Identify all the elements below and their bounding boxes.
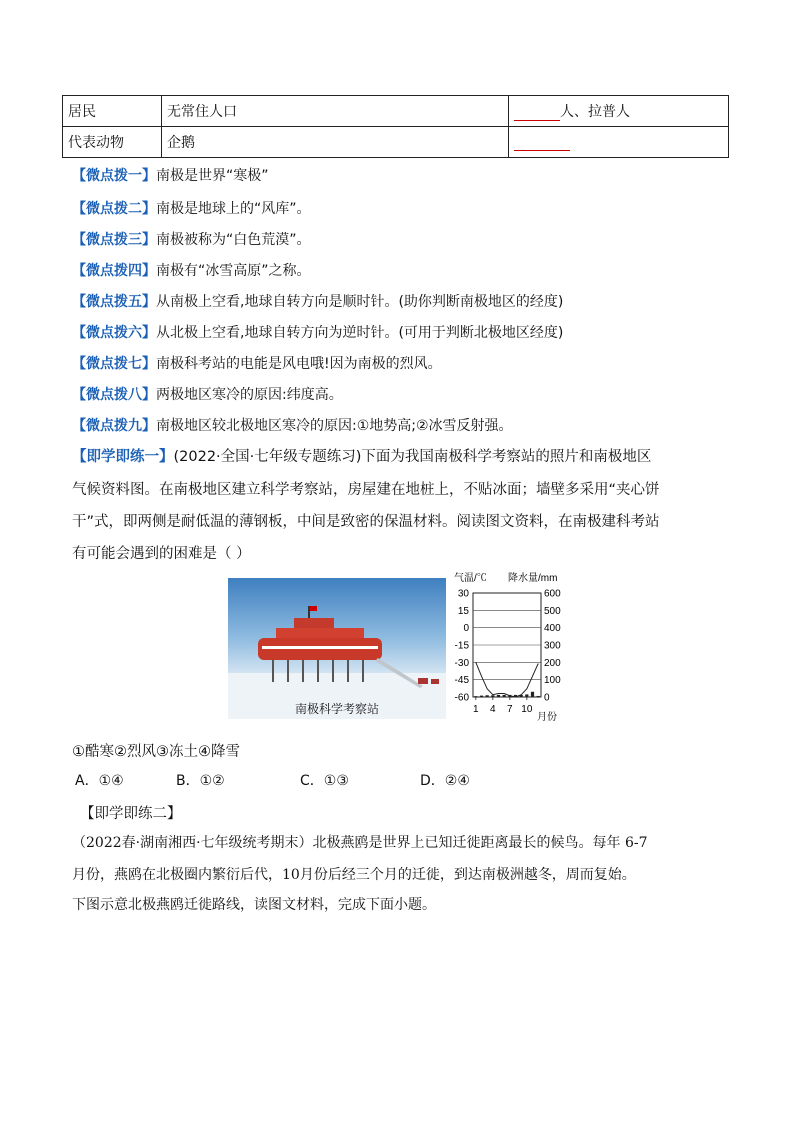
- question-text: 气候资料图。在南极地区建立科学考察站，房屋建在地桩上，不贴冰面；墙壁多采用“夹心饼: [72, 482, 660, 498]
- tip-tag: 【微点拨五】: [72, 294, 156, 310]
- precip-bar: [503, 695, 506, 697]
- table-row: [63, 96, 729, 127]
- y-left-tick-label: -45: [454, 675, 469, 687]
- tip-tag: 【微点拨四】: [72, 263, 156, 279]
- tip-1: [72, 165, 269, 185]
- practice2-tag: 【即学即练二】: [80, 806, 182, 822]
- tip-text: 南极地区较北极地区寒冷的原因:①地势高;②冰雪反射强。: [156, 418, 513, 434]
- precip-bar: [474, 696, 477, 697]
- precip-bar: [531, 692, 534, 697]
- climate-chart: [446, 568, 576, 726]
- y-right-tick-label: 200: [544, 657, 561, 669]
- tip-text: 南极被称为“白色荒漠”。: [156, 232, 311, 248]
- tip-text: 南极是地球上的“风库”。: [156, 201, 311, 217]
- table-cell: 企鹅: [162, 127, 509, 158]
- tip-text: 从南极上空看,地球自转方向是顺时针。(助你判断南极地区的经度): [156, 294, 564, 310]
- precip-bar: [480, 696, 483, 697]
- question-text: (2022·全国·七年级专题练习)下面为我国南极科学考察站的照片和南极地区: [173, 449, 652, 465]
- x-tick-label: 10: [521, 704, 533, 715]
- tip-8: [72, 384, 343, 404]
- y-right-tick-label: 100: [544, 675, 561, 687]
- research-station-photo: [228, 578, 446, 719]
- precip-bar: [537, 696, 540, 697]
- y-right-tick-label: 600: [544, 588, 561, 600]
- question-text: 有可能会遇到的困难是（ ）: [72, 546, 251, 562]
- option-d[interactable]: D．②④: [420, 773, 470, 789]
- tip-3: [72, 229, 311, 249]
- table-cell-text: 人、拉普人: [560, 104, 630, 120]
- answer-blank: [514, 134, 570, 151]
- x-tick-label: 4: [490, 704, 496, 715]
- y-right-label: 降水量/mm: [508, 573, 558, 584]
- tip-2: [72, 198, 311, 218]
- y-left-tick-label: 15: [457, 605, 469, 617]
- statements: ①酷寒②烈风③冻土④降雪: [72, 744, 240, 760]
- question-text: （2022春·湖南湘西·七年级统考期末）北极燕鸥是世界上已知迁徙距离最长的候鸟。每年 6-7: [72, 835, 648, 851]
- table-cell: 无常住人口: [162, 96, 509, 127]
- option-c[interactable]: C．①③: [300, 773, 349, 789]
- tip-text: 从北极上空看,地球自转方向为逆时针。(可用于判断北极地区经度): [156, 325, 564, 341]
- option-b[interactable]: B．①②: [176, 773, 225, 789]
- y-right-tick-label: 500: [544, 605, 561, 617]
- option-a[interactable]: A．①④: [75, 773, 124, 789]
- tip-text: 两极地区寒冷的原因:纬度高。: [156, 387, 343, 403]
- tip-tag: 【微点拨二】: [72, 201, 156, 217]
- table-cell: 代表动物: [63, 127, 162, 158]
- x-tick-label: 7: [507, 704, 513, 715]
- y-right-tick-label: 400: [544, 623, 561, 635]
- table-cell: [509, 96, 729, 127]
- tip-tag: 【微点拨七】: [72, 356, 156, 372]
- y-right-tick-label: 300: [544, 640, 561, 652]
- x-tick-label: 1: [473, 704, 479, 715]
- practice-tag: 【即学即练一】: [72, 449, 174, 465]
- tip-5: [72, 291, 563, 311]
- table-cell: 居民: [63, 96, 162, 127]
- practice1-line1: [72, 445, 651, 466]
- precip-bar: [497, 695, 500, 697]
- info-table: [62, 95, 729, 158]
- tip-4: [72, 260, 311, 280]
- x-label: 月份: [537, 712, 557, 723]
- tip-tag: 【微点拨三】: [72, 232, 156, 248]
- precip-bar: [525, 694, 528, 697]
- tip-tag: 【微点拨八】: [72, 387, 156, 403]
- y-right-tick-label: 0: [544, 692, 550, 704]
- answer-blank: [514, 104, 560, 121]
- y-left-tick-label: 30: [457, 588, 469, 600]
- precip-bar: [486, 695, 489, 697]
- tip-tag: 【微点拨九】: [72, 418, 156, 434]
- tip-text: 南极科考站的电能是风电哦!因为南极的烈风。: [156, 356, 442, 372]
- table-cell: [509, 127, 729, 158]
- tip-7: [72, 353, 442, 373]
- photo-caption: 南极科学考察站: [294, 702, 379, 716]
- y-left-tick-label: 0: [463, 623, 469, 635]
- tip-9: [72, 415, 513, 435]
- y-left-label: 气温/℃: [454, 573, 487, 584]
- precip-bar: [491, 695, 494, 697]
- tip-6: [72, 322, 563, 342]
- y-left-tick-label: -60: [454, 692, 469, 704]
- y-left-tick-label: -15: [454, 640, 469, 652]
- question-text: 下图示意北极燕鸥迁徙路线，读图文材料，完成下面小题。: [72, 897, 436, 913]
- tip-text: 南极有“冰雪高原”之称。: [156, 263, 311, 279]
- tip-text: 南极是世界“寒极”: [156, 168, 269, 184]
- tip-tag: 【微点拨六】: [72, 325, 156, 341]
- table-row: [63, 127, 729, 158]
- question-text: 月份，燕鸥在北极圈内繁衍后代，10月份后经三个月的迁徙，到达南极洲越冬，周而复始。: [72, 867, 636, 883]
- tip-tag: 【微点拨一】: [72, 168, 156, 184]
- y-left-tick-label: -30: [454, 657, 469, 669]
- question-text: 干”式，即两侧是耐低温的薄钢板，中间是致密的保温材料。阅读图文资料，在南极建科考站: [72, 514, 660, 530]
